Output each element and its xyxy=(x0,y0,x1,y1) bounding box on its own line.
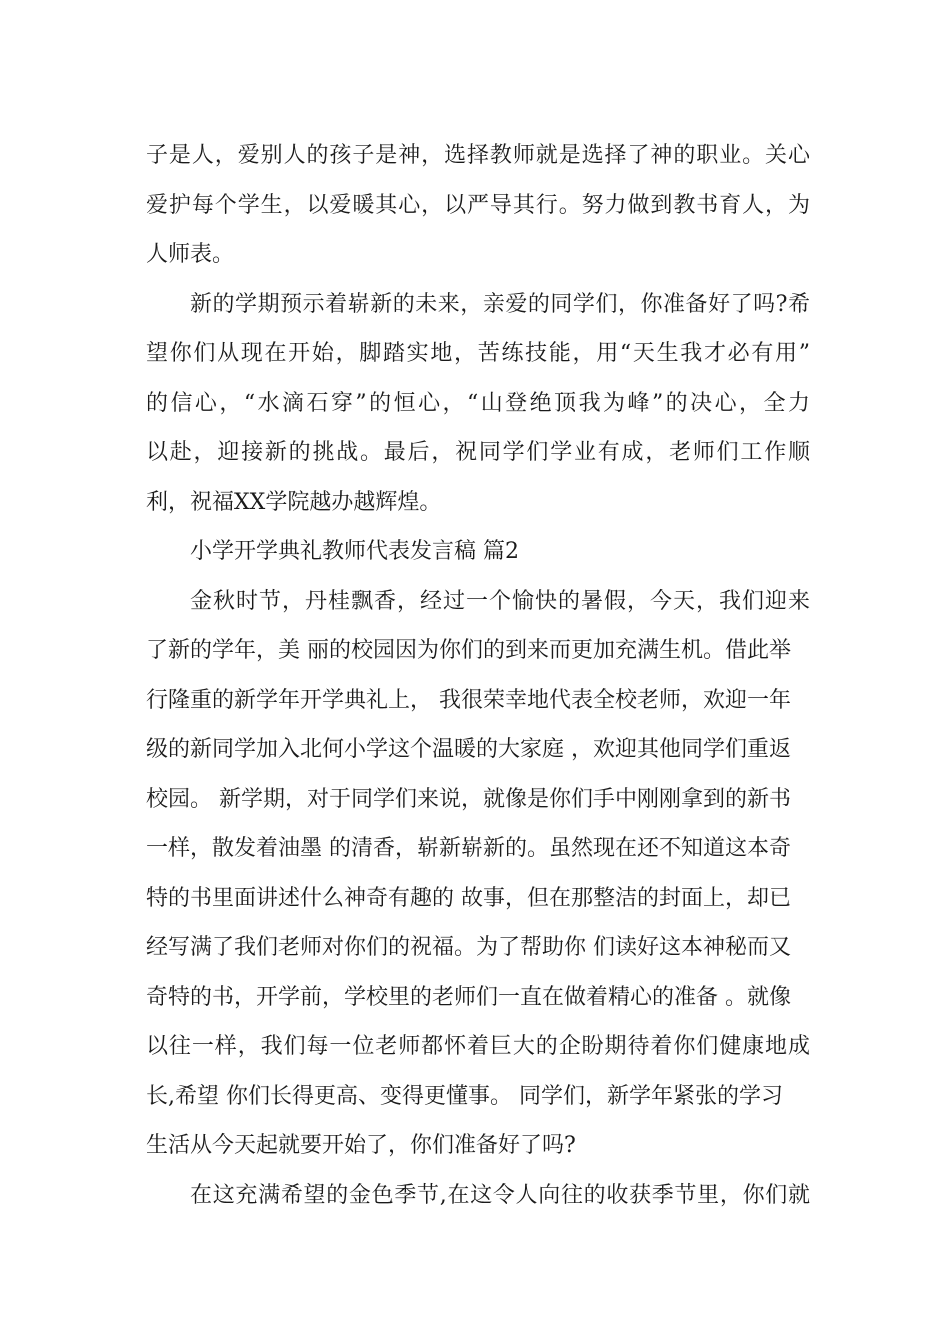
text-line: 爱护每个学生，以爱暖其心，以严导其行。努力做到教书育人，为 xyxy=(146,192,810,218)
text-line: 了新的学年，美 丽的校园因为你们的到来而更加充满生机。借此举 xyxy=(146,638,791,663)
paragraph-1 xyxy=(146,131,810,280)
text-line: 级的新同学加入北何小学这个温暖的大家庭 ，欢迎其他同学们重返 xyxy=(146,737,791,762)
text-line: 生活从今天起就要开始了，你们准备好了吗? xyxy=(146,1133,576,1158)
paragraph-3 xyxy=(146,577,810,1171)
text-line: 特的书里面讲述什么神奇有趣的 故事，但在那整洁的封面上，却已 xyxy=(146,885,791,911)
text-line: 校园。 新学期，对于同学们来说，就像是你们手中刚刚拿到的新书 xyxy=(146,786,791,812)
text-line: 长,希望 你们长得更高、变得更懂事。 同学们，新学年紧张的学习 xyxy=(146,1083,783,1109)
text-line: 新的学期预示着崭新的未来，亲爱的同学们，你准备好了吗?希 xyxy=(190,291,810,317)
text-line: 子是人，爱别人的孩子是神，选择教师就是选择了神的职业。关心 xyxy=(146,143,810,168)
text-line: 在这充满希望的金色季节,在这令人向往的收获季节里，你们就 xyxy=(190,1182,810,1208)
text-line: 经写满了我们老师对你们的祝福。为了帮助你 们读好这本神秘而又 xyxy=(146,935,791,960)
text-line: 奇特的书，开学前，学校里的老师们一直在做着精心的准备 。就像 xyxy=(146,984,791,1010)
text-line: 以往一样，我们每一位老师都怀着巨大的企盼期待着你们健康地成 xyxy=(146,1034,810,1059)
text-line: 的信心，“水滴石穿”的恒心，“山登绝顶我为峰”的决心，全力 xyxy=(146,390,810,416)
paragraph-4 xyxy=(146,1171,810,1221)
section-heading xyxy=(146,527,810,577)
section-title: 小学开学典礼教师代表发言稿 篇2 xyxy=(190,539,519,564)
text-line: 一样，散发着油墨 的清香，崭新崭新的。虽然现在还不知道这本奇 xyxy=(146,836,791,861)
paragraph-2 xyxy=(146,280,810,528)
text-line: 利，祝福XX学院越办越辉煌。 xyxy=(146,489,442,515)
text-line: 行隆重的新学年开学典礼上， 我很荣幸地代表全校老师，欢迎一年 xyxy=(146,687,791,713)
text-line: 金秋时节，丹桂飘香，经过一个愉快的暑假，今天，我们迎来 xyxy=(190,588,810,614)
text-line: 望你们从现在开始，脚踏实地，苦练技能，用“天生我才必有用” xyxy=(146,341,810,366)
text-line: 人师表。 xyxy=(146,242,235,267)
text-line: 以赴，迎接新的挑战。最后，祝同学们学业有成，老师们工作顺 xyxy=(146,440,810,465)
document-body xyxy=(146,131,810,1220)
